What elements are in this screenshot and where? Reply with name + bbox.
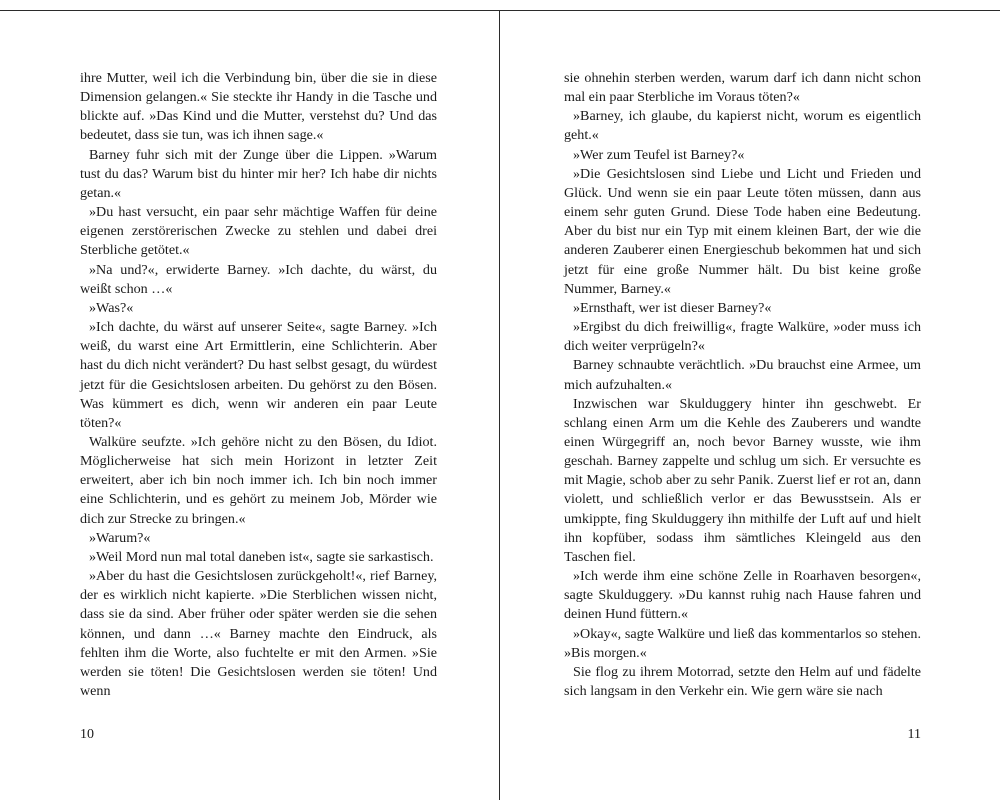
paragraph: »Barney, ich glaube, du kapierst nicht, worum es eigentlich geht.«	[564, 108, 921, 144]
right-page	[500, 10, 1000, 800]
right-page-number: 11	[907, 727, 921, 742]
paragraph: Barney schnaubte verächtlich. »Du brauchst eine Armee, um mich aufzuhalten.«	[564, 357, 921, 393]
right-page-text	[564, 69, 921, 701]
paragraph: Walküre seufzte. »Ich gehöre nicht zu den Bösen, du Idiot. Möglicherweise hat sich mein Horizont in letzter Zeit erweitert, aber ich bin noch immer ich. Ich bin noch immer eine Schlichterin, und es gehört zu meinem Job, Mörder wie dich zur Strecke zu bringen.«	[80, 433, 437, 527]
paragraph: Sie flog zu ihrem Motorrad, setzte den Helm auf und fädelte sich langsam in den Verkehr ein. Wie gern wäre sie nach	[564, 663, 921, 699]
paragraph: »Wer zum Teufel ist Barney?«	[573, 146, 745, 163]
left-page-text	[80, 69, 437, 701]
paragraph: »Ernsthaft, wer ist dieser Barney?«	[573, 299, 772, 316]
paragraph: »Weil Mord nun mal total daneben ist«, sagte sie sarkastisch.	[89, 548, 434, 565]
left-page-number: 10	[80, 727, 94, 742]
paragraph: »Na und?«, erwiderte Barney. »Ich dachte, du wärst, du weißt schon …«	[80, 261, 437, 297]
paragraph: »Aber du hast die Gesichtslosen zurückgeholt!«, rief Barney, der es wirklich nicht kapierte. »Die Sterblichen wissen nicht, dass sie da sind. Aber früher oder später werden sie die sehen können, und dann …« Barney machte den Eindruck, als fehlten ihm die Worte, also fuchtelte er mit den Armen. »Sie werden sie töten! Die Gesichtslosen werden sie töten! Und wenn	[80, 568, 437, 699]
paragraph: »Ich dachte, du wärst auf unserer Seite«, sagte Barney. »Ich weiß, du warst eine Art Ermittlerin, eine Schlichterin. Aber hast du dich nicht verändert? Du hast selbst gesagt, du würdest jetzt für die Gesichtslosen arbeiten. Du gehörst zu den Bösen. Was kümmert es dich, wenn wir anderen ein paar Leute töten?«	[80, 319, 437, 431]
paragraph: Inzwischen war Skulduggery hinter ihn geschwebt. Er schlang einen Arm um die Kehle des Zauberers und wandte einen Würgegriff an, noch bevor Barney wusste, wie ihm geschah. Barney zappelte und schlug um sich. Er versuchte es mit Magie, schob aber zu sehr Panik. Zuerst lief er rot an, dann violett, und schließlich verlor er das Bewusstsein. Als er umkippte, fing Skulduggery ihn mithilfe der Luft auf und hielt ihn kopfüber, sodass ihm sämtliches Kleingeld aus den Taschen fiel.	[564, 395, 921, 565]
paragraph: »Ich werde ihm eine schöne Zelle in Roarhaven besorgen«, sagte Skulduggery. »Du kannst ruhig nach Hause fahren und deinen Hund füttern.«	[564, 568, 921, 623]
paragraph: »Die Gesichtslosen sind Liebe und Licht und Frieden und Glück. Und wenn sie ein paar Leute töten müssen, dann aus einem sehr guten Grund. Diese Tode haben eine Bedeutung. Aber du bist nur ein Typ mit einem kleinen Bart, der wie die anderen Zauberer einen Energieschub bekommen hat und sich jetzt für eine große Nummer hält. Du bist keine große Nummer, Barney.«	[564, 165, 921, 297]
paragraph: ihre Mutter, weil ich die Verbindung bin, über die sie in diese Dimension gelangen.« Sie steckte ihr Handy in die Tasche und blickte auf. »Das Kind und die Mutter, verstehst du? Und das bedeutet, dass sie tun, was ich ihnen sage.«	[80, 70, 437, 144]
paragraph: »Ergibst du dich freiwillig«, fragte Walküre, »oder muss ich dich weiter verprügeln?«	[564, 319, 921, 355]
paragraph: »Was?«	[89, 299, 134, 316]
left-page	[0, 10, 500, 800]
paragraph: »Du hast versucht, ein paar sehr mächtige Waffen für deine eigenen zerstörerischen Zwecke zu stehlen und dabei drei Sterbliche getötet.«	[80, 204, 437, 259]
paragraph: sie ohnehin sterben werden, warum darf ich dann nicht schon mal ein paar Sterbliche im Voraus töten?«	[564, 70, 921, 106]
paragraph: »Warum?«	[89, 529, 151, 546]
paragraph: Barney fuhr sich mit der Zunge über die Lippen. »Warum tust du das? Warum bist du hinter mir her? Ich habe dir nichts getan.«	[80, 146, 437, 201]
paragraph: »Okay«, sagte Walküre und ließ das kommentarlos so stehen. »Bis morgen.«	[564, 625, 921, 661]
